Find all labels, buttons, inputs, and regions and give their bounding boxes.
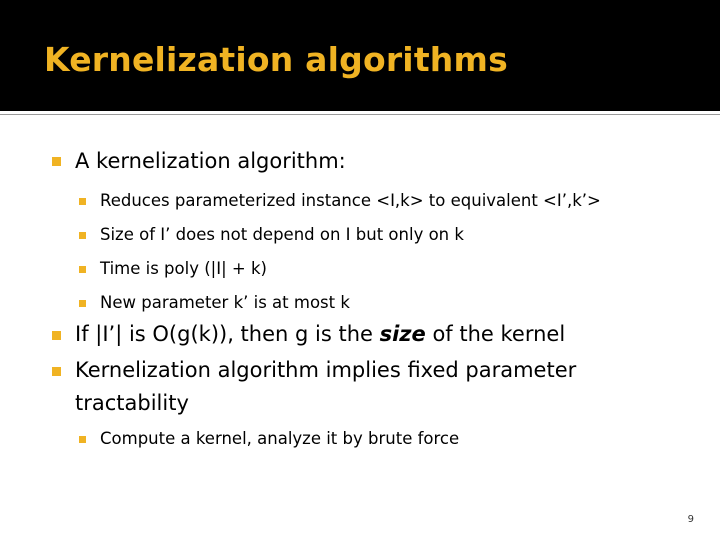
bullet-text: Kernelization algorithm implies fixed parameter	[75, 358, 577, 382]
square-bullet-icon	[79, 232, 86, 239]
sub-bullet-text: New parameter k’ is at most k	[100, 293, 350, 312]
bullet-text-part: If |I’| is O(g(k)), then g is the	[75, 322, 380, 346]
page-number: 9	[687, 514, 694, 525]
sub-bullet-text: Size of I’ does not depend on I but only on k	[100, 225, 464, 244]
emphasized-word: size	[379, 322, 426, 346]
bullet-text-continuation: tractability	[75, 391, 189, 415]
sub-bullet-text: Time is poly (|I| + k)	[100, 259, 267, 278]
square-bullet-icon	[52, 331, 61, 340]
slide-title: Kernelization algorithms	[44, 40, 508, 79]
bullet-text: A kernelization algorithm:	[75, 149, 346, 173]
square-bullet-icon	[79, 436, 86, 443]
bullet-text	[75, 322, 565, 346]
square-bullet-icon	[79, 300, 86, 307]
square-bullet-icon	[79, 198, 86, 205]
sub-bullet-text: Compute a kernel, analyze it by brute force	[100, 429, 460, 448]
title-divider	[0, 114, 720, 115]
square-bullet-icon	[52, 367, 61, 376]
sub-bullet-text: Reduces parameterized instance <I,k> to equivalent <I’,k’>	[100, 191, 601, 210]
square-bullet-icon	[52, 157, 61, 166]
bullet-text-part: of the kernel	[425, 322, 566, 346]
square-bullet-icon	[79, 266, 86, 273]
